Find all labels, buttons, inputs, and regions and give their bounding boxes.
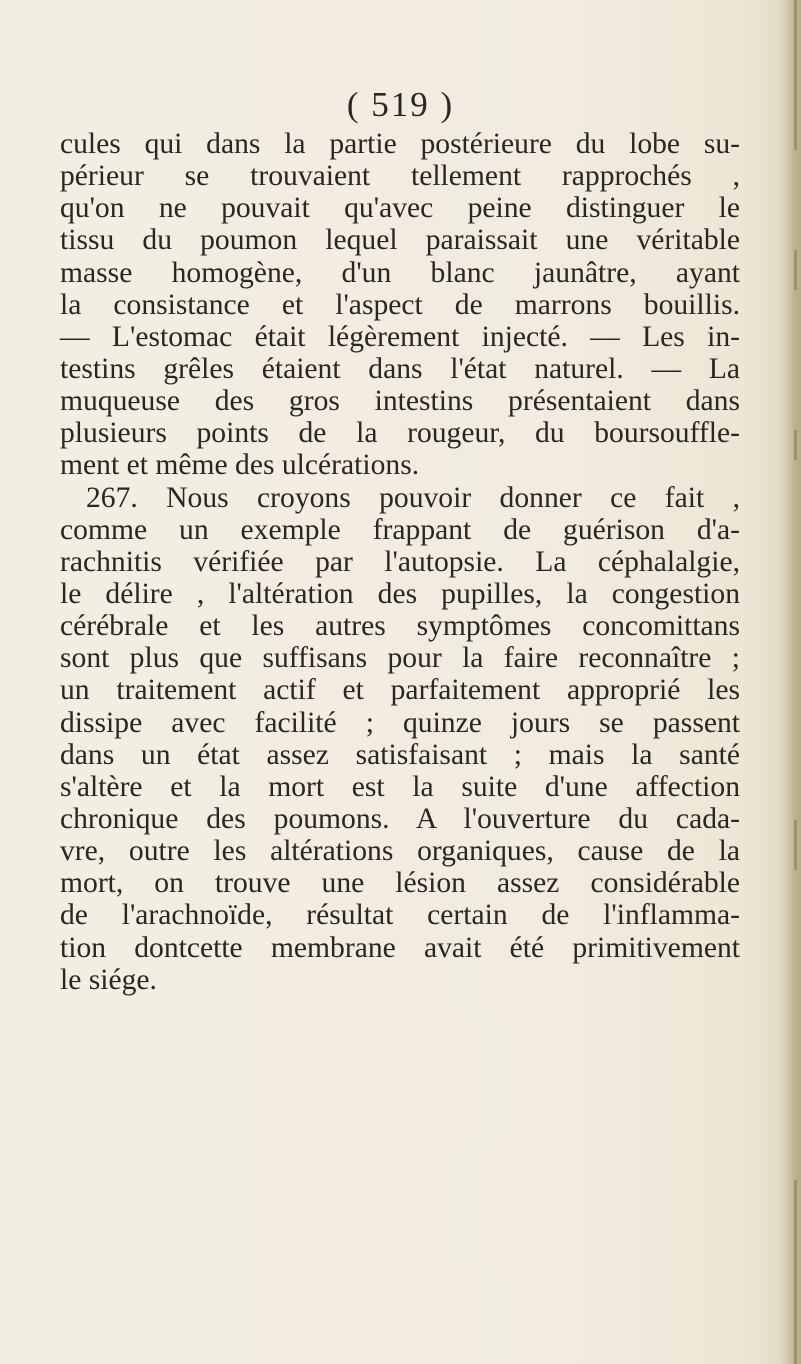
text-line: rachnitis vérifiée par l'autopsie. La céphalalgie, <box>60 545 740 578</box>
text-line: un traitement actif et parfaitement approprié les <box>60 674 740 707</box>
text-line: qu'on ne pouvait qu'avec peine distinguer le <box>60 192 740 225</box>
text-line: chronique des poumons. A l'ouverture du cada- <box>60 802 740 835</box>
edge-mark <box>794 1180 797 1364</box>
text-line: de l'arachnoïde, résultat certain de l'inflamma- <box>60 899 740 932</box>
page-edge <box>779 0 801 1364</box>
paragraph-start: 267. Nous croyons pouvoir donner ce fait , <box>86 481 740 514</box>
text-line: tissu du poumon lequel paraissait une véritable <box>60 224 740 257</box>
text-line: ment et même des ulcérations. <box>60 449 420 482</box>
text-line: testins grêles étaient dans l'état naturel. — La <box>60 352 740 385</box>
text-line: sont plus que suffisans pour la faire reconnaître ; <box>60 642 740 675</box>
text-line: dans un état assez satisfaisant ; mais la santé <box>60 738 740 771</box>
page-number: ( 519 ) <box>346 85 455 124</box>
text-line: cules qui dans la partie postérieure du lobe su- <box>60 128 740 160</box>
body-text <box>60 128 740 996</box>
text-line: le délire , l'altération des pupilles, la congestion <box>60 577 740 610</box>
text-line: comme un exemple frappant de guérison d'a- <box>60 513 740 546</box>
text-line: la consistance et l'aspect de marrons bouillis. <box>60 288 740 321</box>
text-line: masse homogène, d'un blanc jaunâtre, ayant <box>60 256 740 289</box>
edge-mark <box>794 430 797 460</box>
text-line: dissipe avec facilité ; quinze jours se passent <box>60 706 740 739</box>
text-line: tion dontcette membrane avait été primitivement <box>60 931 740 964</box>
edge-mark <box>794 0 797 150</box>
text-line: muqueuse des gros intestins présentaient dans <box>60 385 740 418</box>
text-line: s'altère et la mort est la suite d'une affection <box>60 770 740 803</box>
text-line: vre, outre les altérations organiques, cause de la <box>60 835 740 868</box>
text-line: le siége. <box>60 963 157 996</box>
edge-mark <box>794 250 797 290</box>
text-line: périeur se trouvaient tellement rapprochés , <box>60 160 740 193</box>
text-line: plusieurs points de la rougeur, du boursouffle- <box>60 417 740 450</box>
text-line: cérébrale et les autres symptômes concomittans <box>60 610 740 643</box>
text-line: mort, on trouve une lésion assez considérable <box>60 867 740 900</box>
text-line: — L'estomac était légèrement injecté. — Les in- <box>60 320 740 353</box>
edge-mark <box>794 820 797 870</box>
